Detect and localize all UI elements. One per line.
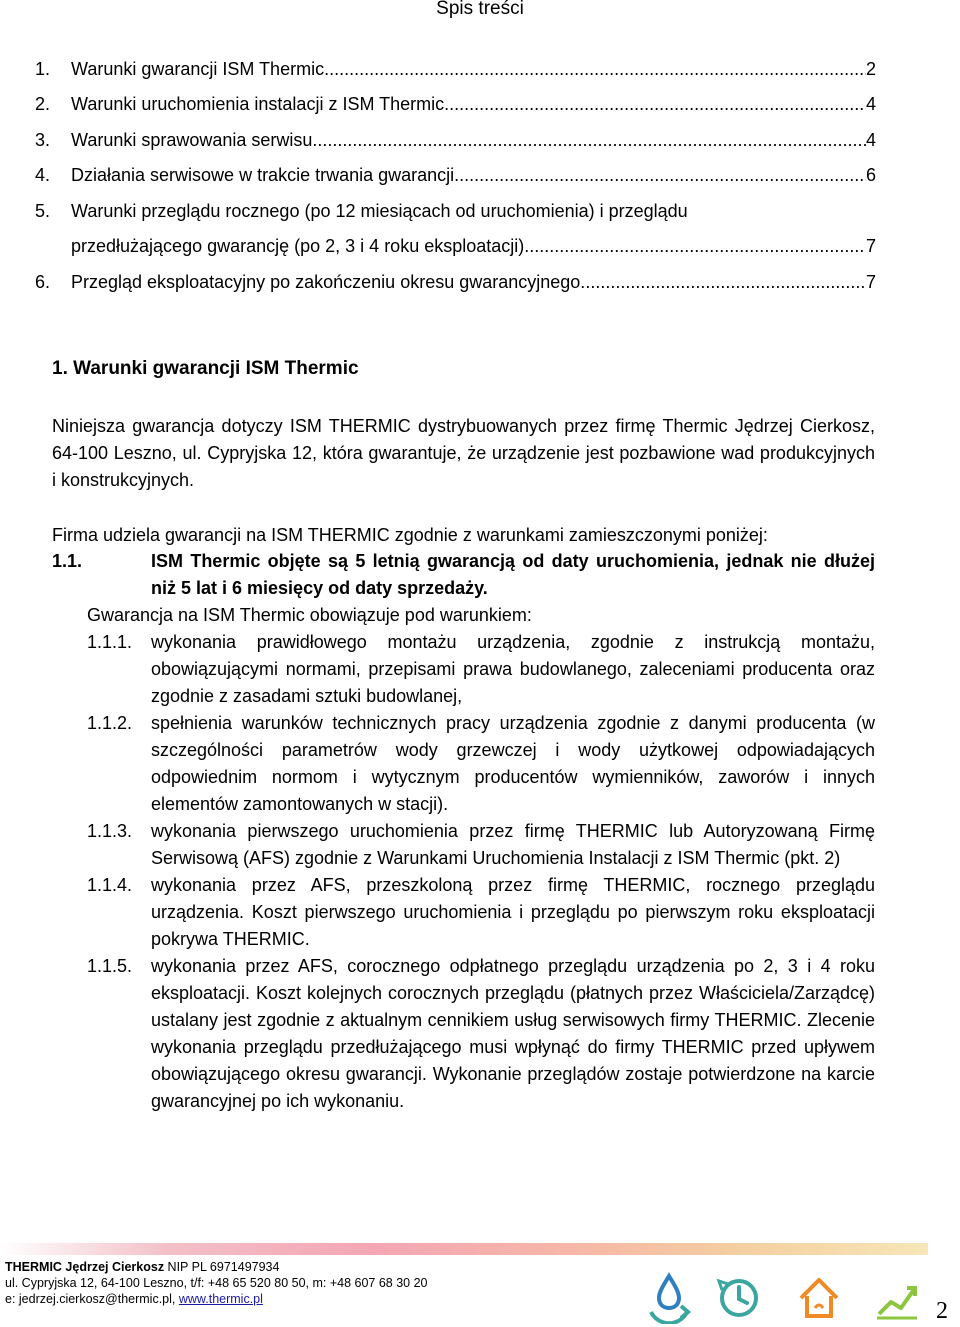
condition-item [52, 872, 875, 953]
toc-entry-text: Warunki przeglądu rocznego (po 12 miesiącach od uruchomienia) i przeglądu [71, 200, 688, 221]
section-heading: 1. Warunki gwarancji ISM Thermic [52, 358, 359, 379]
toc-entry-page: 4 [865, 129, 876, 150]
toc-entry-page: 7 [865, 236, 876, 256]
condition-number: 1.1.3. [87, 821, 133, 841]
toc-entry-5-continued[interactable] [35, 222, 876, 258]
toc-entry-page: 6 [865, 165, 876, 185]
toc-entry-5[interactable] [35, 186, 876, 222]
condition-item [52, 953, 875, 1115]
condition-text: wykonania przez AFS, corocznego odpłatnego przeglądu urządzenia po 2, 3 i 4 roku eksploatacji. Koszt kolejnych corocznych przeglądu (płatnych przez Właściciela/Zarządcę) ustalany jest zgodnie z aktualnym cennikiem usług serwisowych firmy THERMIC. Zlecenie wykonania przeglądu przedłużającego musi wpłynąć do firmy THERMIC przed upływem obowiązującego okresu gwarancji. Wykonanie przeglądów zostaje potwierdzone na karcie gwarancyjnej po ich wykonaniu. [151, 956, 875, 1111]
term-text: ISM Thermic objęte są 5 letnią gwarancją od daty uruchomienia, jednak nie dłużej niż 5 lat i 6 miesięcy od daty sprzedaży. [151, 551, 875, 598]
toc-entry-1[interactable] [35, 44, 876, 80]
recycle-water-icon [645, 1268, 693, 1324]
condition-number: 1.1.2. [87, 713, 133, 733]
footer-address: ul. Cypryjska 12, 64-100 Leszno, t/f: +48 65 520 80 50, m: +48 607 68 30 20 [5, 1276, 428, 1291]
footer-contact-line [5, 1291, 428, 1307]
toc-entry-text: Działania serwisowe w trakcie trwania gwarancji [71, 165, 455, 185]
term-number: 1.1. [52, 551, 83, 571]
toc-entry-text: Przegląd eksploatacyjny po zakończeniu okresu gwarancyjnego. [71, 271, 586, 292]
toc-leader-dots [312, 130, 866, 151]
condition-text: wykonania pierwszego uruchomienia przez firmę THERMIC lub Autoryzowaną Firmę Serwisową (AFS) zgodnie z Warunkami Uruchomienia Instalacji z ISM Thermic (pkt. 2) [151, 821, 875, 868]
condition-number: 1.1.1. [87, 632, 133, 652]
condition-text: spełnienia warunków technicznych pracy urządzenia zgodnie z danymi producenta (w szczególności parametrów wody grzewczej i wody użytkowej odpowiadających odpowiednim normom i wytycznym producentów wymienników, zaworów i innych elementów zamontowanych w stacji). [151, 713, 875, 814]
table-of-contents [35, 44, 876, 293]
toc-entry-text: Warunki gwarancji ISM Thermic [71, 58, 325, 79]
lead-paragraph: Firma udziela gwarancji na ISM THERMIC zgodnie z warunkami zamieszczonymi poniżej: [52, 525, 768, 545]
toc-entry-3[interactable] [35, 115, 876, 151]
page-number: 2 [936, 1298, 948, 1324]
condition-text: wykonania prawidłowego montażu urządzenia, zgodnie z instrukcją montażu, obowiązującymi normami, przepisami prawa budowlanego, zaleceniami producenta oraz zgodnie z zasadami sztuki budowlanej, [151, 632, 875, 706]
toc-entry-number: 1. [35, 58, 51, 79]
toc-entry-text: przedłużającego gwarancję (po 2, 3 i 4 roku eksploatacji) [71, 236, 525, 256]
condition-number: 1.1.5. [87, 956, 133, 976]
toc-entry-text: Warunki sprawowania serwisu [71, 129, 313, 150]
toc-leader-dots [524, 236, 866, 257]
toc-entry-page: 2 [865, 58, 876, 79]
footer-nip: NIP PL 6971497934 [164, 1260, 280, 1274]
condition-text: wykonania przez AFS, przeszkoloną przez firmę THERMIC, rocznego przeglądu urządzenia. Koszt pierwszego uruchomienia i przeglądu po pierwszym roku eksploatacji pokrywa THERMIC. [151, 875, 875, 949]
toc-entry-6[interactable] [35, 257, 876, 293]
condition-number: 1.1.4. [87, 875, 133, 895]
toc-entry-text: Warunki uruchomienia instalacji z ISM Thermic. [71, 94, 450, 114]
toc-entry-page: 4 [865, 94, 876, 114]
warranty-term-1-1 [52, 548, 875, 602]
condition-item [52, 818, 875, 872]
toc-entry-4[interactable] [35, 151, 876, 187]
condition-item [52, 629, 875, 710]
house-heat-icon [795, 1268, 843, 1324]
toc-entry-number: 5. [35, 200, 51, 221]
footer-company-line [5, 1259, 428, 1275]
footer-icons [645, 1268, 925, 1324]
toc-leader-dots [454, 165, 866, 186]
clock-icon [715, 1268, 763, 1324]
toc-entry-number: 4. [35, 165, 51, 185]
condition-item [52, 710, 875, 818]
toc-entry-number: 6. [35, 271, 51, 292]
toc-leader-dots [585, 272, 866, 293]
toc-title: Spis treści [436, 0, 524, 19]
footer-website-link[interactable]: www.thermic.pl [178, 1292, 263, 1307]
footer-contact [5, 1259, 428, 1308]
toc-entry-number: 3. [35, 129, 51, 150]
warranty-terms-list [52, 548, 875, 1115]
footer-email: e: jedrzej.cierkosz@thermic.pl, [5, 1292, 179, 1307]
toc-leader-dots [449, 94, 866, 115]
rising-chart-icon [873, 1268, 921, 1324]
intro-paragraph: Niniejsza gwarancja dotyczy ISM THERMIC dystrybuowanych przez firmę Thermic Jędrzej Cierkosz, 64-100 Leszno, ul. Cypryjska 12, która gwarantuje, że urządzenie jest pozbawione wad produkcyjnych i konstrukcyjnych. [52, 416, 875, 490]
toc-entry-number: 2. [35, 94, 51, 114]
conditions-lead: Gwarancja na ISM Thermic obowiązuje pod warunkiem: [87, 605, 532, 625]
toc-entry-2[interactable] [35, 80, 876, 116]
toc-leader-dots [324, 59, 866, 80]
footer-gradient-bar [0, 1243, 928, 1255]
toc-entry-page: 7 [865, 271, 876, 292]
footer-company: THERMIC Jędrzej Cierkosz [5, 1260, 165, 1274]
